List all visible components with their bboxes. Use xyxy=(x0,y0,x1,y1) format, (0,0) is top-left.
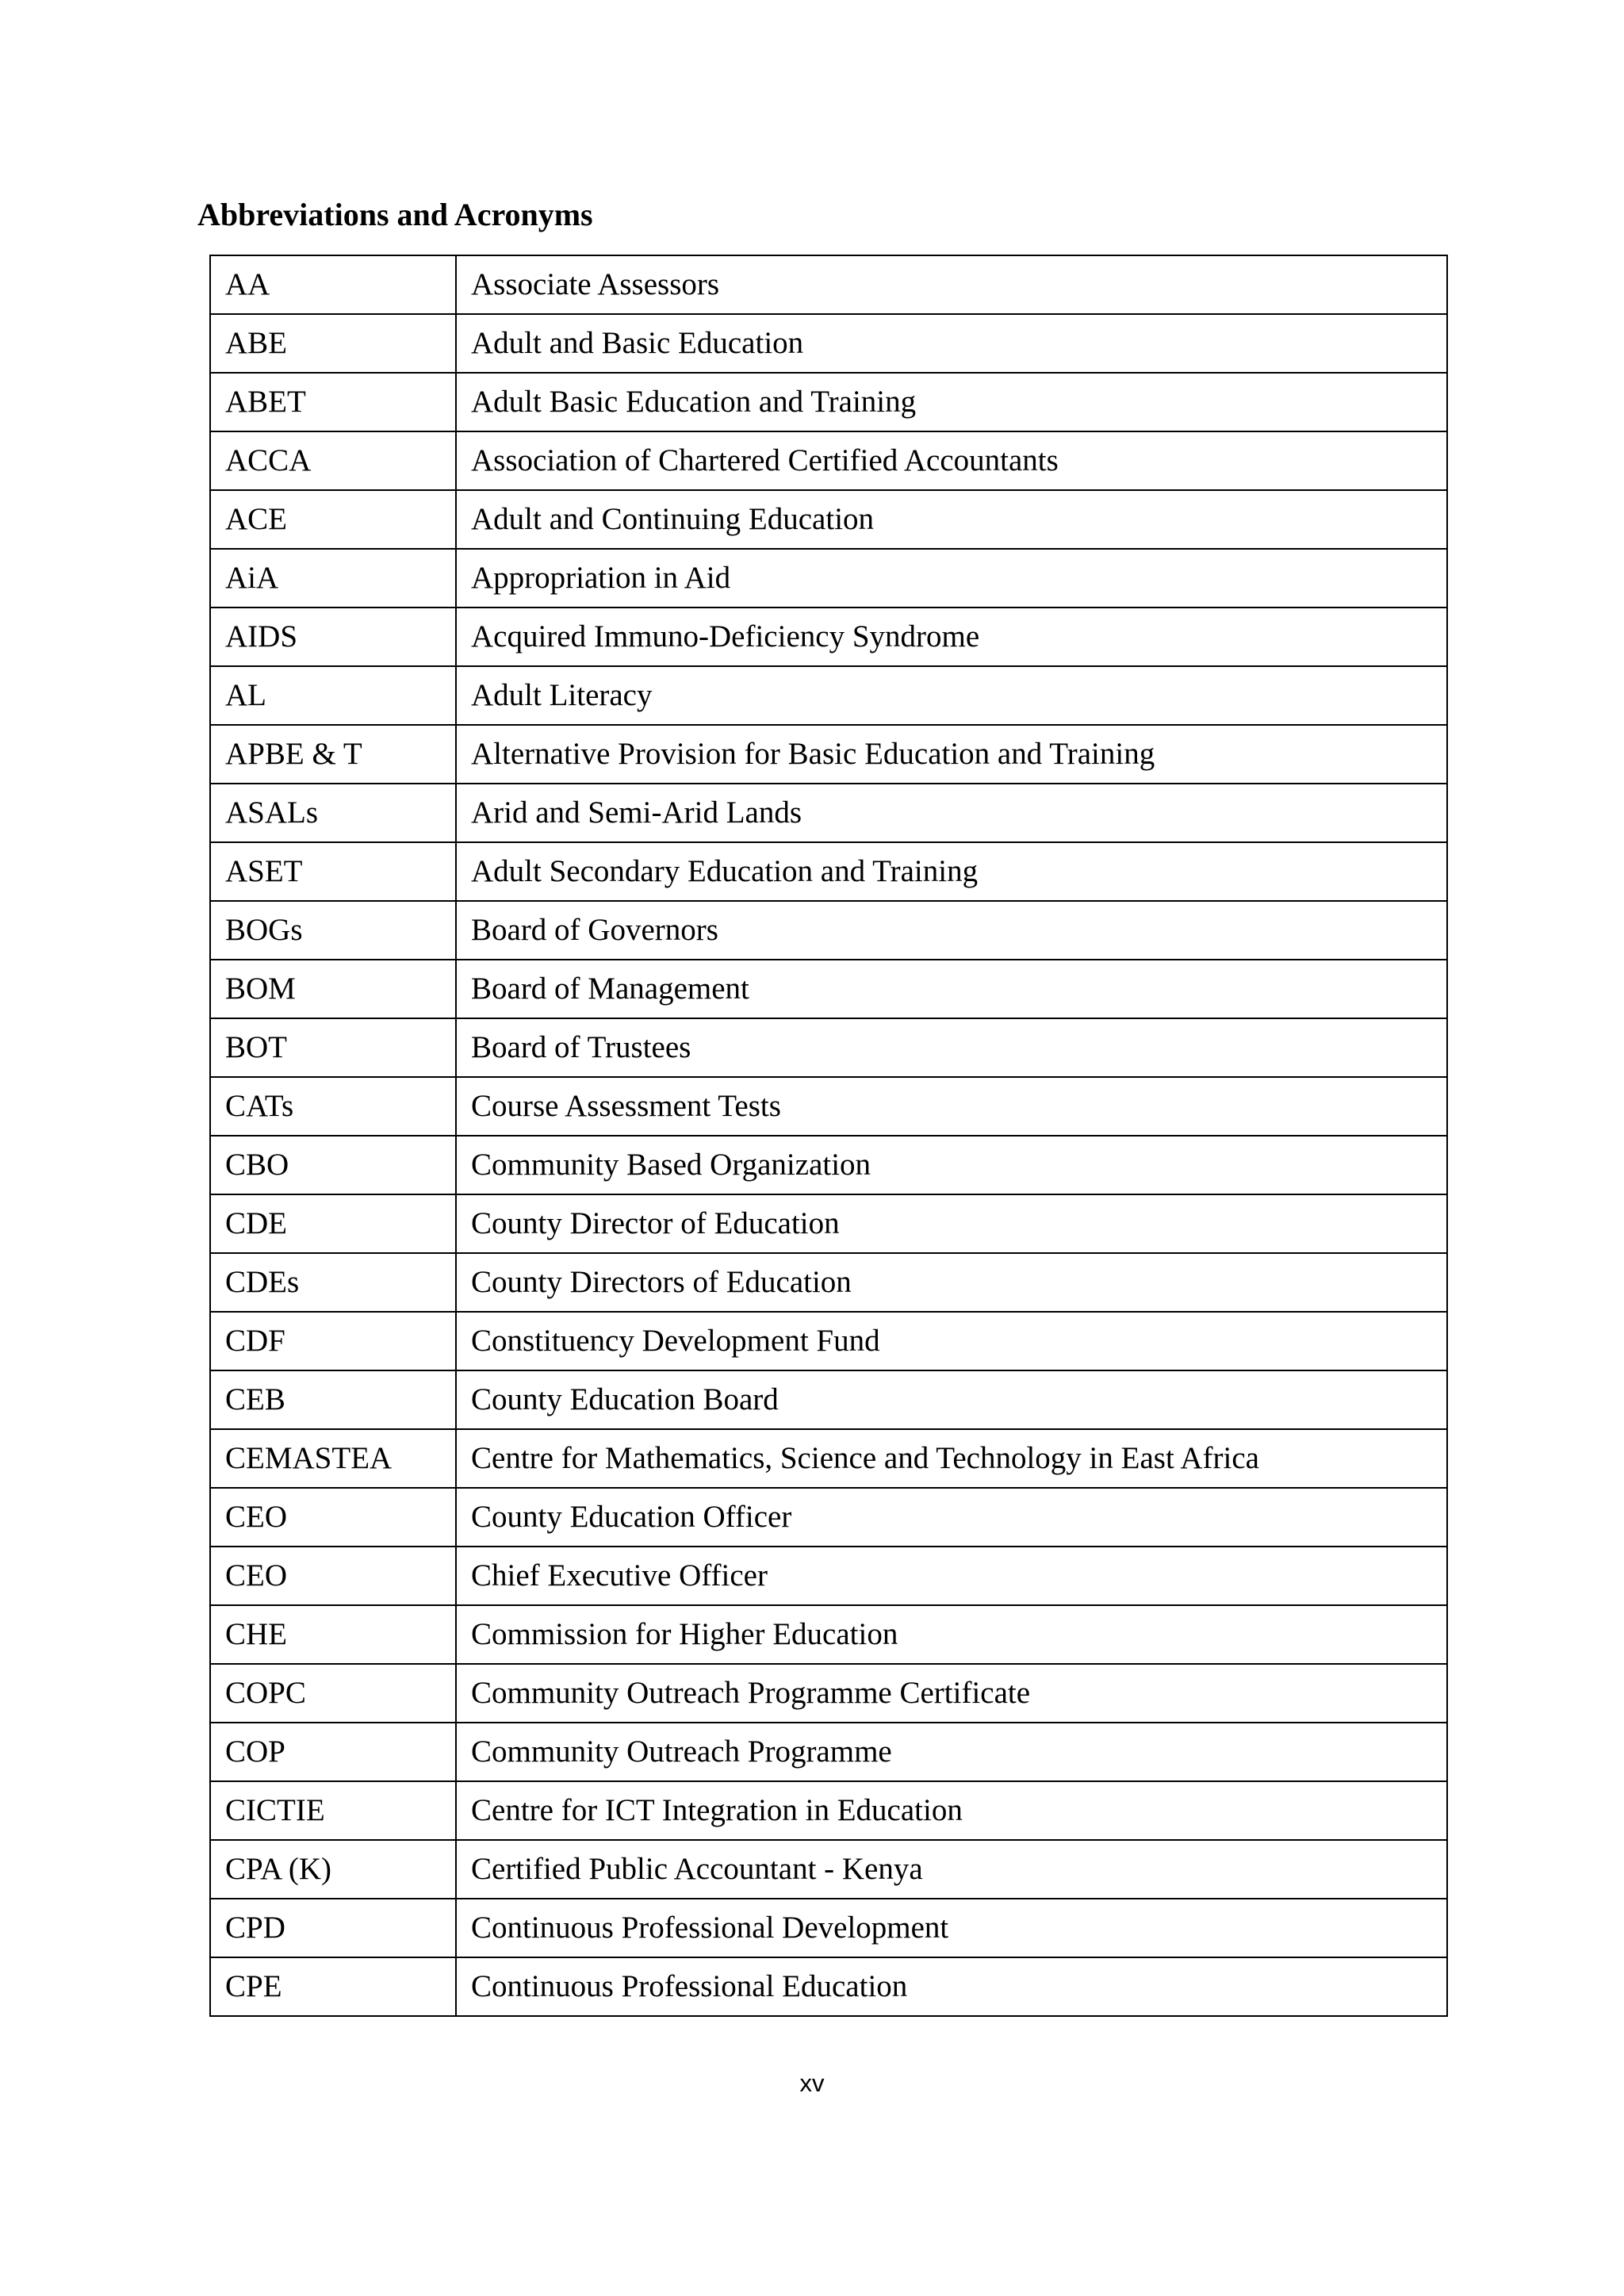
abbreviation-cell: CEB xyxy=(210,1370,456,1429)
abbreviation-cell: CDF xyxy=(210,1312,456,1370)
table-row xyxy=(210,666,1447,725)
table-row xyxy=(210,314,1447,373)
meaning-cell: Community Outreach Programme Certificate xyxy=(456,1664,1447,1723)
abbreviation-cell: AL xyxy=(210,666,456,725)
meaning-cell: Course Assessment Tests xyxy=(456,1077,1447,1136)
table-row xyxy=(210,608,1447,666)
table-row xyxy=(210,1370,1447,1429)
table-row xyxy=(210,1312,1447,1370)
table-row xyxy=(210,1429,1447,1488)
abbreviation-cell: AIDS xyxy=(210,608,456,666)
meaning-cell: Acquired Immuno-Deficiency Syndrome xyxy=(456,608,1447,666)
abbreviation-cell: ACCA xyxy=(210,431,456,490)
table-row xyxy=(210,431,1447,490)
meaning-cell: Continuous Professional Development xyxy=(456,1899,1447,1957)
abbreviation-cell: CEO xyxy=(210,1547,456,1605)
table-row xyxy=(210,1077,1447,1136)
meaning-cell: County Director of Education xyxy=(456,1194,1447,1253)
meaning-cell: Adult Literacy xyxy=(456,666,1447,725)
table-row xyxy=(210,1018,1447,1077)
meaning-cell: Certified Public Accountant - Kenya xyxy=(456,1840,1447,1899)
meaning-cell: County Education Board xyxy=(456,1370,1447,1429)
abbreviation-cell: CPD xyxy=(210,1899,456,1957)
table-row xyxy=(210,1840,1447,1899)
table-row xyxy=(210,1664,1447,1723)
meaning-cell: Board of Governors xyxy=(456,901,1447,960)
page-title: Abbreviations and Acronyms xyxy=(197,197,593,232)
page-number: xv xyxy=(799,2069,825,2097)
table-row xyxy=(210,901,1447,960)
meaning-cell: Associate Assessors xyxy=(456,255,1447,314)
abbreviations-table xyxy=(209,255,1448,2017)
meaning-cell: Arid and Semi-Arid Lands xyxy=(456,784,1447,842)
table-row xyxy=(210,725,1447,784)
abbreviation-cell: CHE xyxy=(210,1605,456,1664)
abbreviation-cell: BOGs xyxy=(210,901,456,960)
meaning-cell: Board of Trustees xyxy=(456,1018,1447,1077)
meaning-cell: Centre for Mathematics, Science and Technology in East Africa xyxy=(456,1429,1447,1488)
meaning-cell: Constituency Development Fund xyxy=(456,1312,1447,1370)
abbreviations-table-body xyxy=(210,255,1447,2016)
table-row xyxy=(210,1547,1447,1605)
abbreviation-cell: CICTIE xyxy=(210,1781,456,1840)
table-row xyxy=(210,784,1447,842)
table-row xyxy=(210,1899,1447,1957)
abbreviation-cell: AA xyxy=(210,255,456,314)
abbreviation-cell: BOM xyxy=(210,960,456,1018)
meaning-cell: Chief Executive Officer xyxy=(456,1547,1447,1605)
meaning-cell: Adult Basic Education and Training xyxy=(456,373,1447,431)
table-row xyxy=(210,1194,1447,1253)
abbreviation-cell: ABET xyxy=(210,373,456,431)
abbreviation-cell: CPE xyxy=(210,1957,456,2016)
meaning-cell: County Directors of Education xyxy=(456,1253,1447,1312)
abbreviation-cell: ABE xyxy=(210,314,456,373)
table-row xyxy=(210,490,1447,549)
table-row xyxy=(210,1605,1447,1664)
table-row xyxy=(210,1957,1447,2016)
table-row xyxy=(210,1488,1447,1547)
abbreviation-cell: COPC xyxy=(210,1664,456,1723)
abbreviation-cell: CATs xyxy=(210,1077,456,1136)
meaning-cell: Adult and Basic Education xyxy=(456,314,1447,373)
meaning-cell: County Education Officer xyxy=(456,1488,1447,1547)
abbreviation-cell: BOT xyxy=(210,1018,456,1077)
meaning-cell: Adult Secondary Education and Training xyxy=(456,842,1447,901)
abbreviation-cell: APBE & T xyxy=(210,725,456,784)
meaning-cell: Board of Management xyxy=(456,960,1447,1018)
meaning-cell: Community Outreach Programme xyxy=(456,1723,1447,1781)
abbreviation-cell: CDE xyxy=(210,1194,456,1253)
abbreviation-cell: CEMASTEA xyxy=(210,1429,456,1488)
abbreviation-cell: CDEs xyxy=(210,1253,456,1312)
meaning-cell: Community Based Organization xyxy=(456,1136,1447,1194)
abbreviation-cell: CEO xyxy=(210,1488,456,1547)
meaning-cell: Adult and Continuing Education xyxy=(456,490,1447,549)
abbreviation-cell: COP xyxy=(210,1723,456,1781)
table-row xyxy=(210,1136,1447,1194)
abbreviation-cell: ASET xyxy=(210,842,456,901)
meaning-cell: Appropriation in Aid xyxy=(456,549,1447,608)
table-row xyxy=(210,549,1447,608)
abbreviation-cell: ACE xyxy=(210,490,456,549)
meaning-cell: Alternative Provision for Basic Education and Training xyxy=(456,725,1447,784)
meaning-cell: Centre for ICT Integration in Education xyxy=(456,1781,1447,1840)
abbreviation-cell: ASALs xyxy=(210,784,456,842)
meaning-cell: Continuous Professional Education xyxy=(456,1957,1447,2016)
table-row xyxy=(210,255,1447,314)
table-row xyxy=(210,1253,1447,1312)
table-row xyxy=(210,960,1447,1018)
table-row xyxy=(210,373,1447,431)
table-row xyxy=(210,842,1447,901)
abbreviation-cell: AiA xyxy=(210,549,456,608)
table-row xyxy=(210,1781,1447,1840)
meaning-cell: Association of Chartered Certified Accountants xyxy=(456,431,1447,490)
table-row xyxy=(210,1723,1447,1781)
abbreviation-cell: CBO xyxy=(210,1136,456,1194)
meaning-cell: Commission for Higher Education xyxy=(456,1605,1447,1664)
abbreviation-cell: CPA (K) xyxy=(210,1840,456,1899)
